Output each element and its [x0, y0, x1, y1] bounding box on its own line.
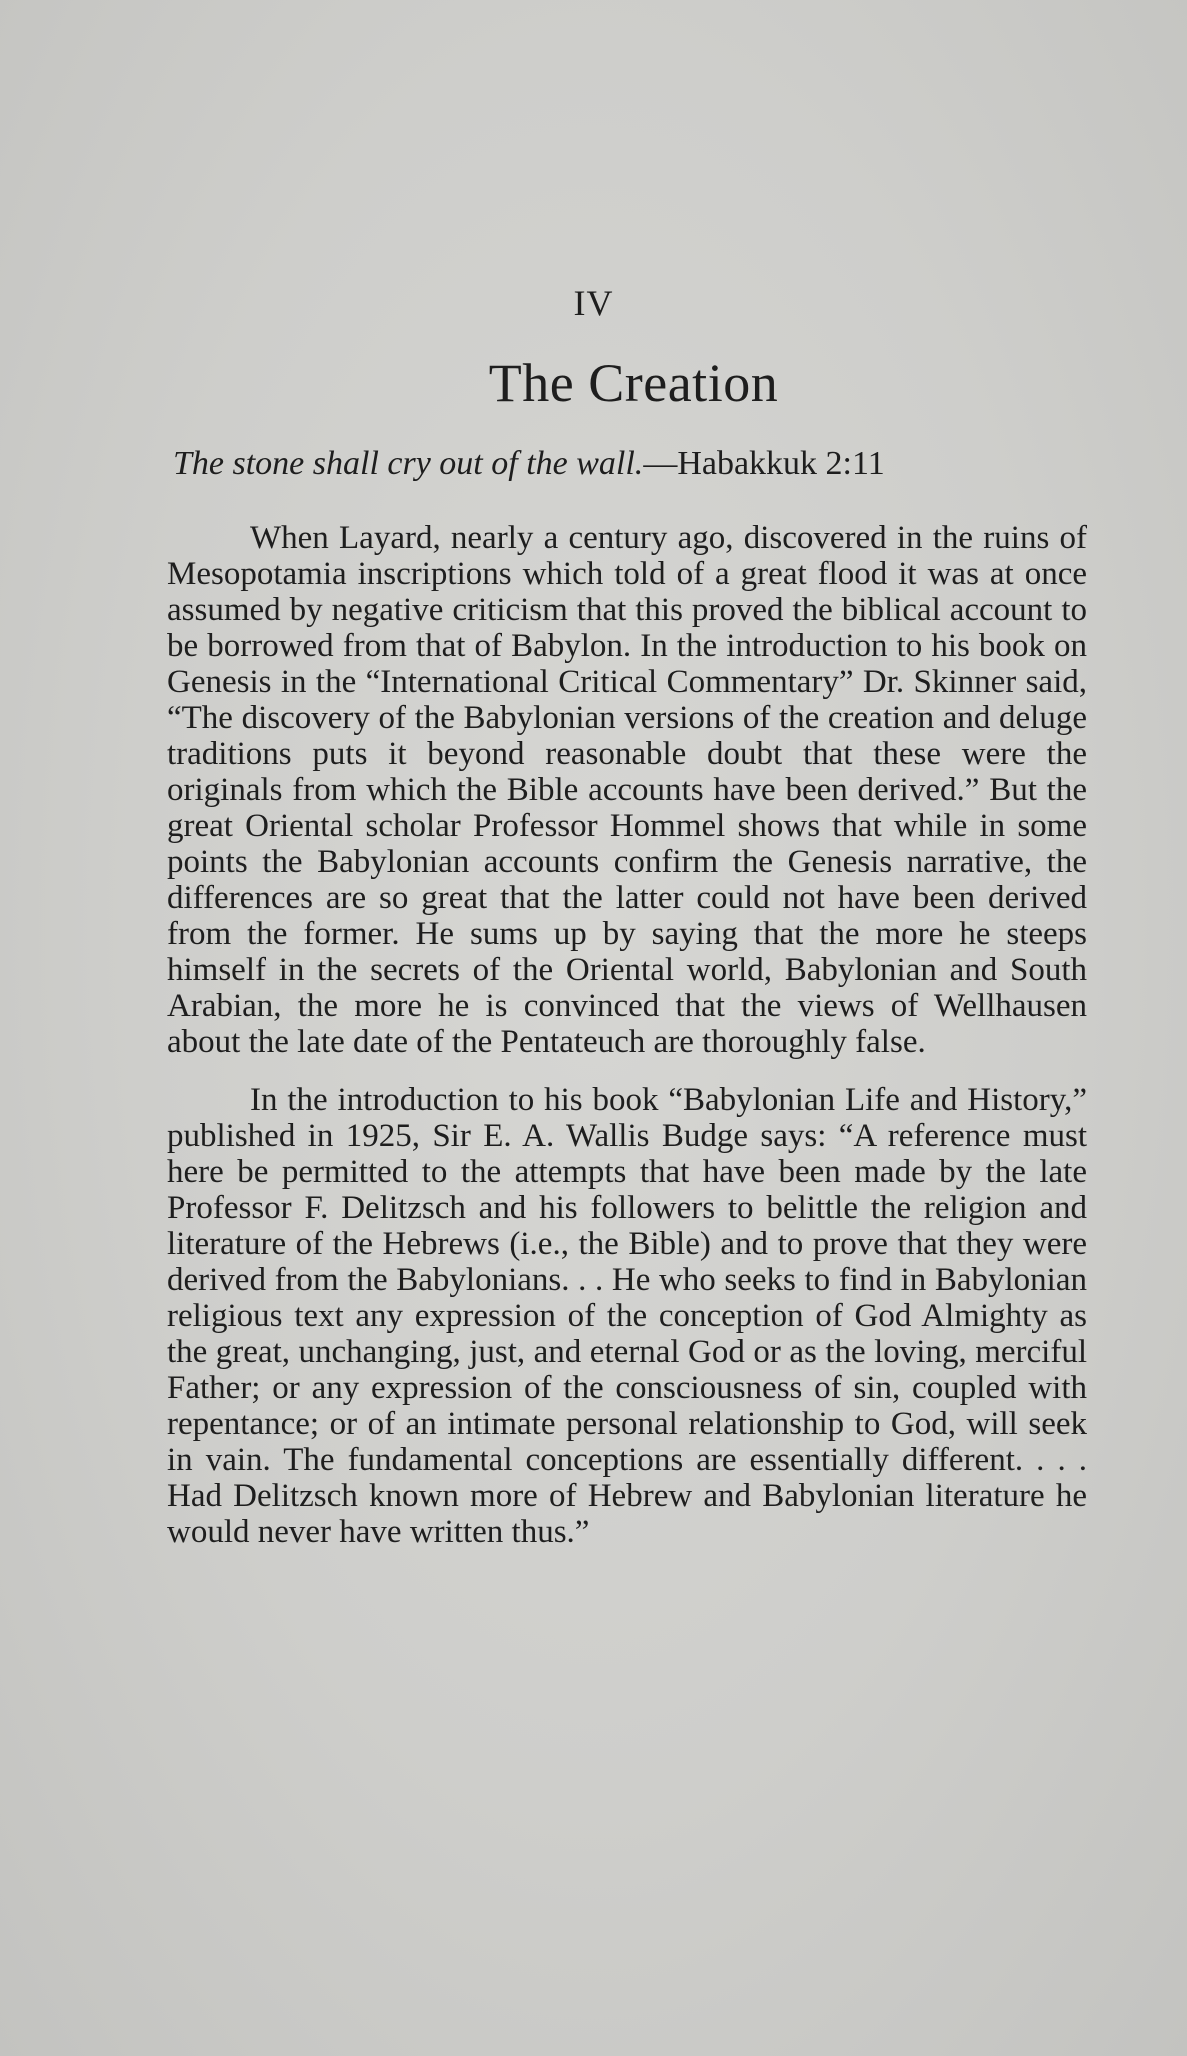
body-text	[167, 520, 1087, 1550]
epigraph-quote: The stone shall cry out of the wall.	[173, 445, 644, 482]
paragraph: When Layard, nearly a century ago, discovered in the ruins of Mesopotamia inscriptions which told of a great flood it was at once assumed by negative criticism that this proved the biblical account to be borrowed from that of Babylon. In the introduction to his book on Genesis in the “International Critical Commentary” Dr. Skinner said, “The discovery of the Babylonian versions of the creation and deluge traditions puts it beyond reasonable doubt that these were the originals from which the Bible accounts have been derived.” But the great Oriental scholar Professor Hommel shows that while in some points the Babylonian accounts confirm the Genesis narrative, the differences are so great that the latter could not have been derived from the former. He sums up by saying that the more he steeps himself in the secrets of the Oriental world, Babylonian and South Arabian, the more he is convinced that the views of Wellhausen about the late date of the Pentateuch are thoroughly false.	[167, 520, 1087, 1060]
chapter-title: The Creation	[488, 353, 779, 413]
paragraph: In the introduction to his book “Babylonian Life and History,” published in 1925, Sir E. A. Wallis Budge says: “A reference must here be permitted to the attempts that have been made by the late Professor F. Delitzsch and his followers to belittle the religion and literature of the Hebrews (i.e., the Bible) and to prove that they were derived from the Babylonians. . . He who seeks to find in Babylonian religious text any expression of the conception of God Almighty as the great, unchanging, just, and eternal God or as the loving, merciful Father; or any expression of the consciousness of sin, coupled with repentance; or of an intimate personal relationship to God, will seek in vain. The fundamental conceptions are essentially different. . . . Had Delitzsch known more of Hebrew and Babylonian literature he would never have written thus.”	[167, 1082, 1087, 1550]
chapter-number: IV	[573, 283, 614, 323]
epigraph-source: —Habakkuk 2:11	[643, 445, 885, 482]
epigraph	[173, 445, 1093, 483]
